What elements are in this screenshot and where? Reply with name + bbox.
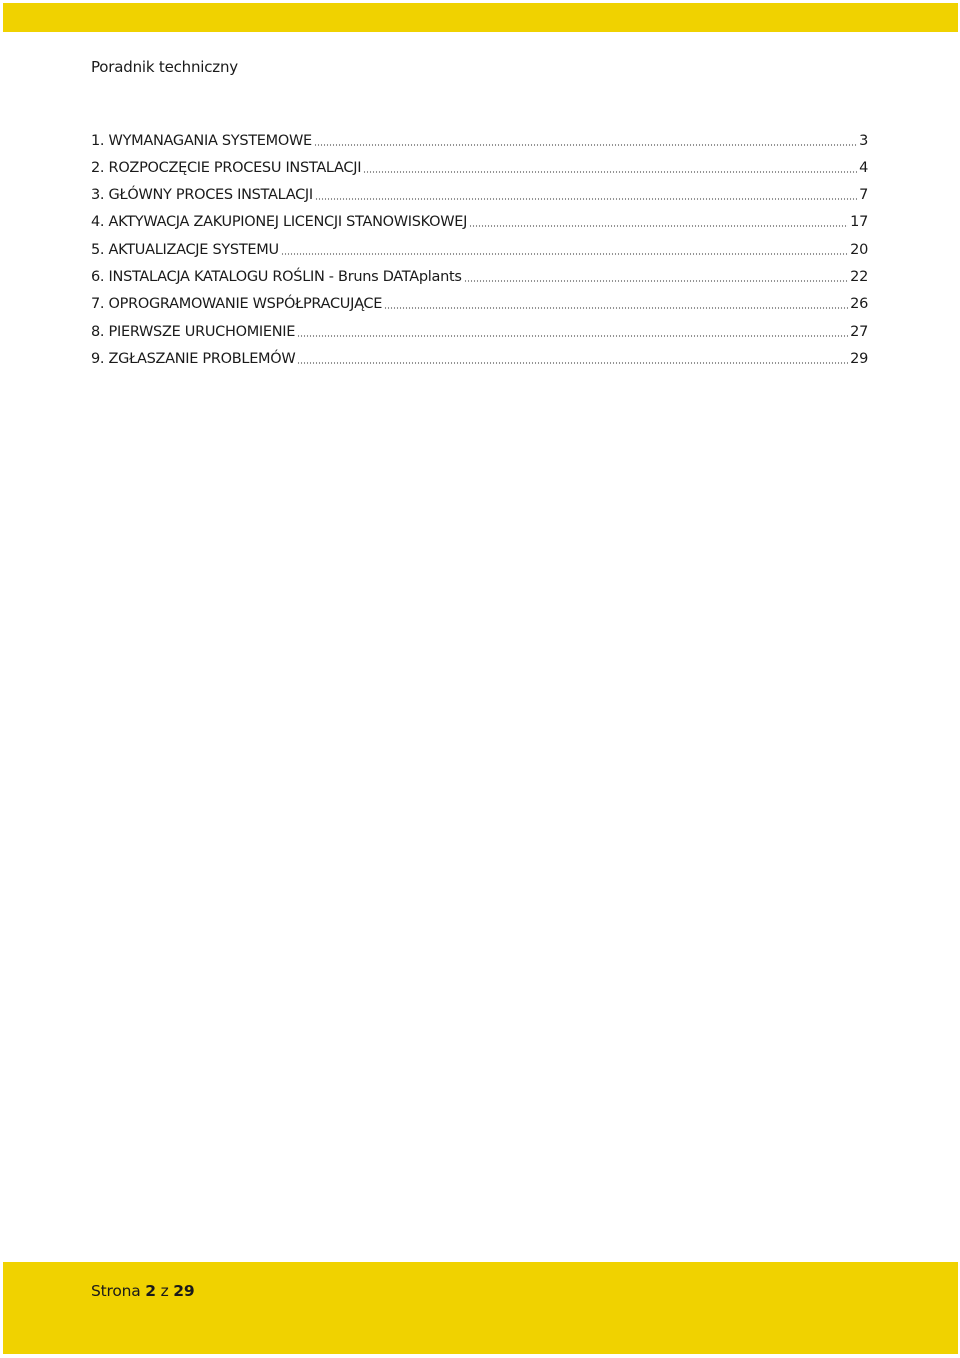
toc-entry-label: 1. WYMANAGANIA SYSTEMOWE	[91, 132, 312, 149]
toc-entry-page: 22	[850, 268, 868, 285]
toc-dot-leader	[363, 158, 857, 173]
page-counter-prefix: Strona	[91, 1282, 141, 1300]
toc-entry-label: 5. AKTUALIZACJE SYSTEMU	[91, 241, 279, 258]
bottom-accent-band	[3, 1262, 958, 1354]
toc-dot-leader	[469, 213, 848, 228]
toc-entry-label: 6. INSTALACJA KATALOGU ROŚLIN - Bruns DATAplants	[91, 268, 462, 285]
toc-dot-leader	[315, 186, 857, 201]
toc-entry[interactable]	[91, 266, 868, 293]
toc-entry-page: 4	[859, 159, 868, 176]
toc-entry[interactable]	[91, 157, 868, 184]
toc-dot-leader	[281, 240, 848, 255]
current-page-number: 2	[145, 1282, 156, 1300]
toc-entry[interactable]	[91, 321, 868, 348]
toc-entry[interactable]	[91, 294, 868, 321]
toc-entry-page: 27	[850, 323, 868, 340]
toc-dot-leader	[384, 295, 848, 310]
toc-dot-leader	[464, 267, 849, 282]
toc-entry-page: 7	[859, 187, 868, 204]
toc-entry-label: 2. ROZPOCZĘCIE PROCESU INSTALACJI	[91, 159, 362, 176]
page-counter-separator: z	[160, 1282, 169, 1300]
toc-entry-page: 17	[850, 214, 868, 231]
total-pages-number: 29	[173, 1282, 195, 1300]
toc-dot-leader	[297, 322, 848, 337]
toc-entry[interactable]	[91, 130, 868, 157]
table-of-contents	[91, 130, 868, 376]
toc-dot-leader	[297, 349, 848, 364]
page-counter	[91, 1282, 194, 1300]
toc-entry[interactable]	[91, 185, 868, 212]
document-title: Poradnik techniczny	[91, 58, 238, 76]
toc-entry-label: 8. PIERWSZE URUCHOMIENIE	[91, 323, 296, 340]
toc-entry-label: 4. AKTYWACJA ZAKUPIONEJ LICENCJI STANOWISKOWEJ	[91, 214, 468, 231]
toc-entry-label: 7. OPROGRAMOWANIE WSPÓŁPRACUJĄCE	[91, 296, 383, 313]
toc-entry-label: 3. GŁÓWNY PROCES INSTALACJI	[91, 187, 313, 204]
toc-entry-label: 9. ZGŁASZANIE PROBLEMÓW	[91, 350, 296, 367]
toc-entry[interactable]	[91, 348, 868, 375]
toc-entry-page: 3	[859, 132, 868, 149]
toc-entry[interactable]	[91, 212, 868, 239]
toc-entry-page: 20	[850, 241, 868, 258]
top-accent-band	[3, 3, 958, 32]
toc-entry[interactable]	[91, 239, 868, 266]
toc-entry-page: 29	[850, 350, 868, 367]
toc-entry-page: 26	[850, 296, 868, 313]
toc-dot-leader	[314, 131, 857, 146]
